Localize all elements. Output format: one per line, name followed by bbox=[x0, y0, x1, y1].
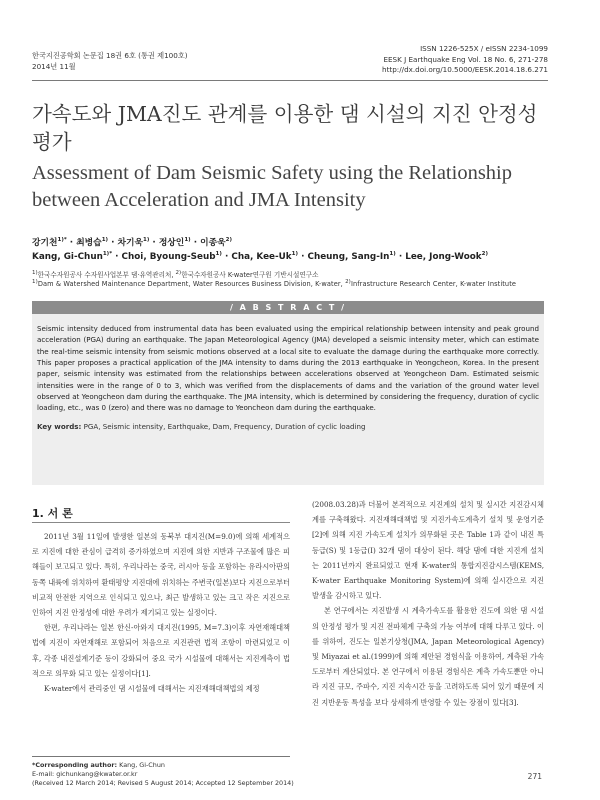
paragraph: (2008.03.28)과 더불어 본격적으로 지진계의 설치 및 실시간 지진감시체계를 구축해왔다. 지진재해대책법 및 지진가속도계측기 설치 및 운영기준[2]에 의해 지진 가속도계 설치가 의무화된 곳은 Table 1과 같이 내진 특등급(S) 및 1등급(I) 32개 댐이 대상이 된다. 해당 댐에 대한 지진계 설치는 2011년까지 완료되었고 현재 K-water의 통합지진감시스템(KEMS, K-water Earthquake Monitoring System)에 의해 실시간으로 지진 발생을 감시하고 있다. bbox=[312, 500, 544, 601]
affiliations-korean: $^{1)}$한국수자원공사 수자원사업본부 댐·유역관리처, $^{2)}$한국수자원공사 K-water연구원 기반시설연구소 bbox=[32, 269, 319, 279]
author-name: 이종욱 bbox=[200, 238, 226, 248]
abstract-text: Seismic intensity deduced from instrumental data has been evaluated using the empirical relationship between intensity and peak ground acceleration (PGA) during an earthquake. The Japan Meteorological Agency (JMA) developed a seismic intensity meter, which can estimate the real-time seismic intensity from seismic motions observed at a local site to evaluate the damage during the earthquake more correctly. This paper proposes a practical application of the JMA intensity to dams during the 2013 earthquake in Yeongcheon, Korea. In the present paper, seismic intensity was estimated from the relationships between accelerations observed at Yeongcheon Dam. Estimated seismic intensities were in the range of 0 to 3, which was verified from the displacements of dams and the variation of the ground water level observed at Yeongcheon dam during the earthquake. The JMA intensity, which is determined by considering the frequency, duration of cyclic loading, etc., was 0 (zero) and there was no damage to Yeoncheon dam during the earthquake. bbox=[37, 324, 539, 413]
keywords bbox=[37, 421, 539, 432]
author-name: 차기욱 bbox=[117, 238, 143, 248]
issn: ISSN 1226-525X / eISSN 2234-1099 bbox=[420, 44, 548, 53]
journal-header-right bbox=[382, 44, 548, 76]
author-name: Cha, Kee-Uk bbox=[231, 252, 292, 262]
title-english: Assessment of Dam Seismic Safety using the Relationship between Acceleration and JMA Intensity bbox=[32, 162, 512, 211]
author-name: Kang, Gi-Chun bbox=[32, 252, 103, 262]
authors-english: Kang, Gi-Chun$^{1)*}$ · Choi, Byoung-Seub$^{1)}$ · Cha, Kee-$Uk^{1)}$ · Cheung, Sang-$In^{1)}$ · Lee, Jong-Wook$^{2)}$ bbox=[32, 251, 488, 262]
author-name: Lee, Jong-Wook bbox=[405, 252, 482, 262]
author-email[interactable]: E-mail: gichunkang@kwater.or.kr bbox=[32, 770, 138, 779]
author-name: 강기천 bbox=[32, 238, 58, 248]
body-column-left bbox=[32, 529, 290, 696]
section-title: 1. 서 론 bbox=[32, 507, 73, 520]
footnote bbox=[32, 761, 294, 789]
journal-citation: EESK J Earthquake Eng Vol. 18 No. 6, 271-278 bbox=[383, 54, 548, 64]
affiliations-english: $^{1)}$Dam & Watershed Maintenance Department, Water Resources Business Division, K-water, $^{2)}$Infrastructure Research Center, K-water Institute bbox=[32, 278, 517, 288]
corresponding-author: Kang, Gi-Chun bbox=[119, 761, 165, 769]
abstract-box bbox=[32, 314, 544, 485]
paragraph: 한편, 우리나라는 일본 한신-아와지 대지진(1995, M=7.3)이후 자연재해대책법에 지진이 자연재해로 포함되어 처음으로 지진관련 법적 조항이 마련되었고 이후, 각종 내진설계기준 등이 강화되어 중요 국가 시설물에 대해서는 지진계측이 법적으로 의무화 되고 있는 실정이다[1]. bbox=[32, 623, 290, 678]
authors-korean: 강기천$^{1)*}$ · 최병습$^{1)}$ · 차기욱$^{1)}$ · 정상인$^{1)}$ · 이종욱$^{2)}$ bbox=[32, 237, 232, 248]
title-korean: 가속도와 JMA진도 관계를 이용한 댐 시설의 지진 안정성 평가 bbox=[32, 102, 538, 154]
section-divider bbox=[32, 522, 290, 523]
body-column-right bbox=[312, 497, 544, 710]
author-name: Choi, Byoung-Seub bbox=[121, 252, 216, 262]
corresponding-label: *Corresponding author: bbox=[32, 761, 118, 769]
journal-date: 2014년 11월 bbox=[32, 61, 76, 71]
keywords-label: Key words: bbox=[37, 421, 82, 431]
received-dates: (Received 12 March 2014; Revised 5 August 2014; Accepted 12 September 2014) bbox=[32, 779, 294, 788]
header-divider bbox=[32, 80, 548, 81]
keywords-list: PGA, Seismic intensity, Earthquake, Dam, Frequency, Duration of cyclic loading bbox=[83, 421, 366, 431]
journal-issue: 한국지진공학회 논문집 18권 6호 (통권 제100호) bbox=[32, 51, 188, 60]
paragraph: 2011년 3월 11일에 발생한 일본의 동북부 대지진(M=9.0)에 의해 세계적으로 지진에 대한 관심이 급격히 증가하였으며 지진에 의한 지반과 구조물에 많은 피해들이 보고되고 있다. 특히, 우리나라는 중국, 러시아 등을 포함하는 유라시아판의 동쪽 내륙에 위치하여 환태평양 지진대에 위치하는 주변국(일본)보다 지진으로부터 비교적 안전한 지역으로 인식되고 있으나, 최근 발생하고 있는 크고 작은 지진으로 인하여 지진 안정성에 대한 우려가 제기되고 있는 실정이다. bbox=[32, 532, 290, 618]
author-name: Cheung, Sang-In bbox=[307, 252, 390, 262]
author-name: 정상인 bbox=[158, 238, 185, 248]
paragraph: K-water에서 관리중인 댐 시설물에 대해서는 지진재해대책법의 제정 bbox=[44, 684, 260, 694]
author-name: 최병습 bbox=[76, 238, 102, 248]
paragraph: 본 연구에서는 지진발생 시 계측가속도를 활용한 진도에 의한 댐 시설의 안정성 평가 및 지진 전파체계 구축의 가능 여부에 대해 다루고 있다. 이를 위하여, 진도는 일본기상청(JMA, Japan Meteorological Agency) 및 Miyazai et al.(1999)에 의해 제안된 경험식을 이용하여, 계측된 가속도로부터 계산되었다. 본 연구에서 이용된 경험식은 계측 가속도뿐만 아니라 지진 규모, 주파수, 지진 지속시간 등을 고려하도록 되어 있기 때문에 지진 지반운동 특성을 보다 상세하게 반영할 수 있는 장점이 있다[3]. bbox=[312, 606, 544, 707]
page-number: 271 bbox=[527, 772, 542, 781]
footnote-divider bbox=[32, 756, 290, 757]
journal-header-left bbox=[32, 51, 188, 72]
doi-link[interactable]: http://dx.doi.org/10.5000/EESK.2014.18.6.271 bbox=[382, 65, 548, 74]
abstract-header: / A B S T R A C T / bbox=[32, 301, 544, 314]
